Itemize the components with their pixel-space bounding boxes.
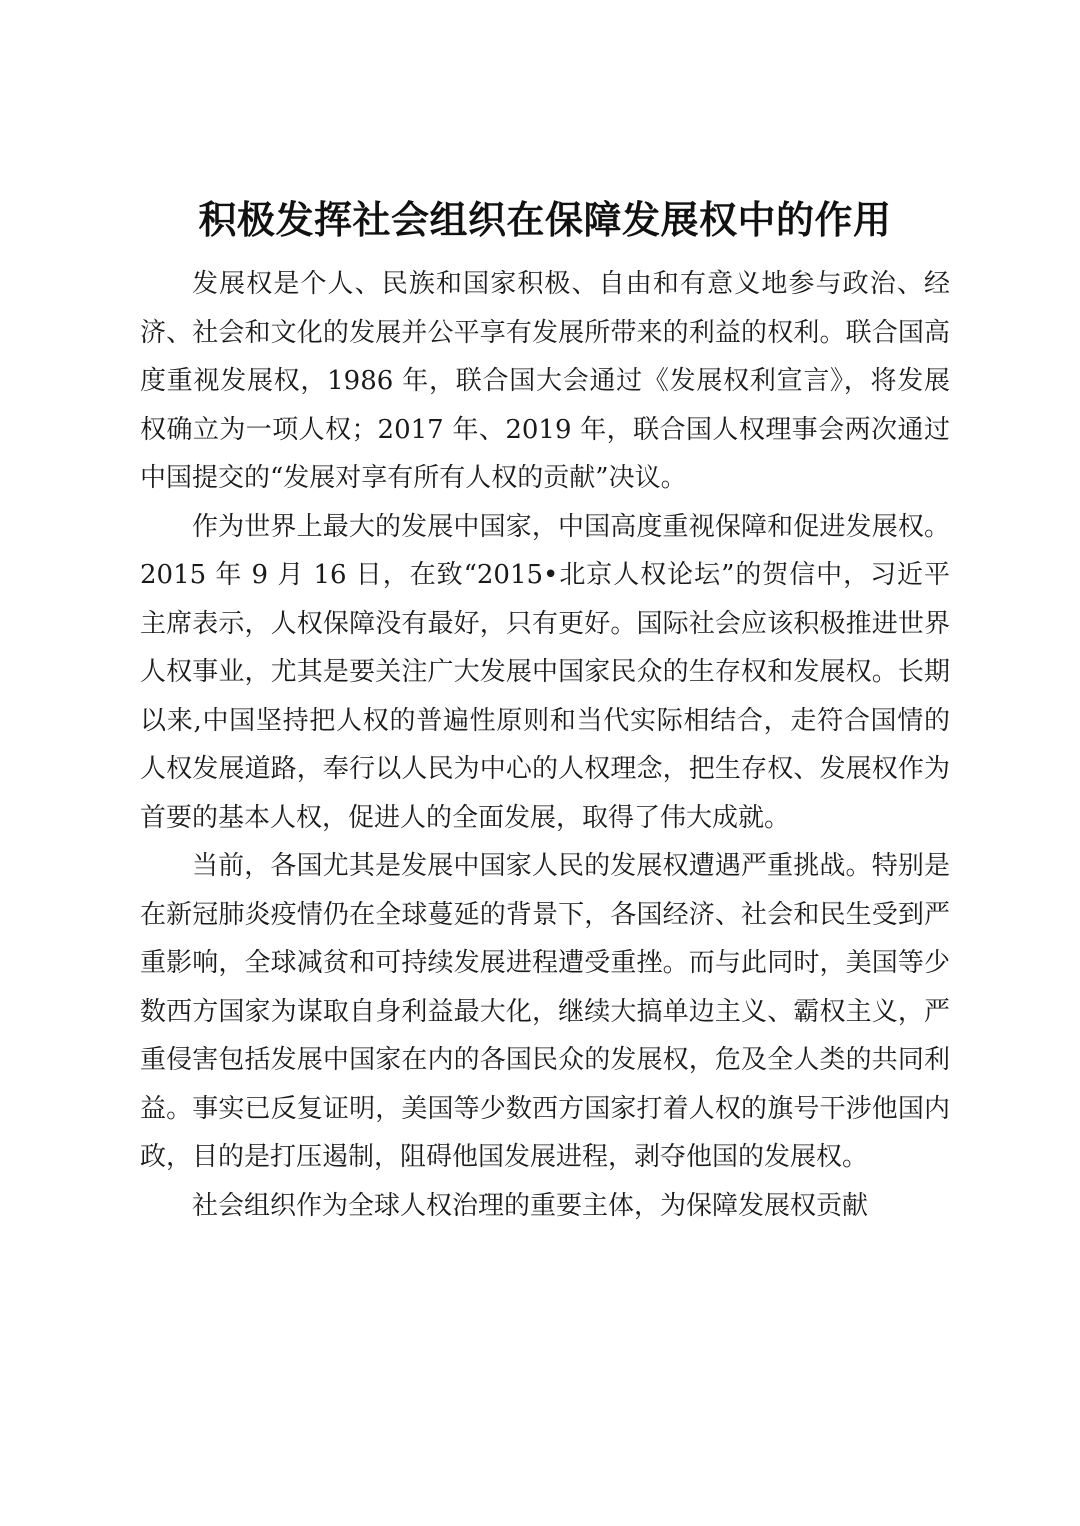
paragraph-1: 发展权是个人、民族和国家积极、自由和有意义地参与政治、经济、社会和文化的发展并公平享有发展所带来的利益的权利。联合国高度重视发展权，1986 年，联合国大会通过《发展权利宣言》，将发展权确立为一项人权；2017 年、2019 年，联合国人权理事会两次通过中国提交的“发展对享有所有人权的贡献”决议。: [140, 269, 950, 493]
paragraph-4: 社会组织作为全球人权治理的重要主体，为保障发展权贡献: [192, 1190, 869, 1221]
document-body: [140, 260, 950, 1230]
document-title: 积极发挥社会组织在保障发展权中的作用: [198, 197, 892, 242]
paragraph-2: 作为世界上最大的发展中国家，中国高度重视保障和促进发展权。2015 年 9 月 16 日，在致“2015•北京人权论坛”的贺信中，习近平主席表示，人权保障没有最好，只有更好。国际社会应该积极推进世界人权事业，尤其是要关注广大发展中国家民众的生存权和发展权。长期以来,中国坚持把人权的普遍性原则和当代实际相结合，走符合国情的人权发展道路，奉行以人民为中心的人权理念，把生存权、发展权作为首要的基本人权，促进人的全面发展，取得了伟大成就。: [140, 511, 950, 833]
paragraph-3: 当前，各国尤其是发展中国家人民的发展权遭遇严重挑战。特别是在新冠肺炎疫情仍在全球蔓延的背景下，各国经济、社会和民生受到严重影响，全球减贫和可持续发展进程遭受重挫。而与此同时，美国等少数西方国家为谋取自身利益最大化，继续大搞单边主义、霸权主义，严重侵害包括发展中国家在内的各国民众的发展权，危及全人类的共同利益。事实已反复证明，美国等少数西方国家打着人权的旗号干涉他国内政，目的是打压遏制，阻碍他国发展进程，剥夺他国的发展权。: [140, 851, 950, 1172]
